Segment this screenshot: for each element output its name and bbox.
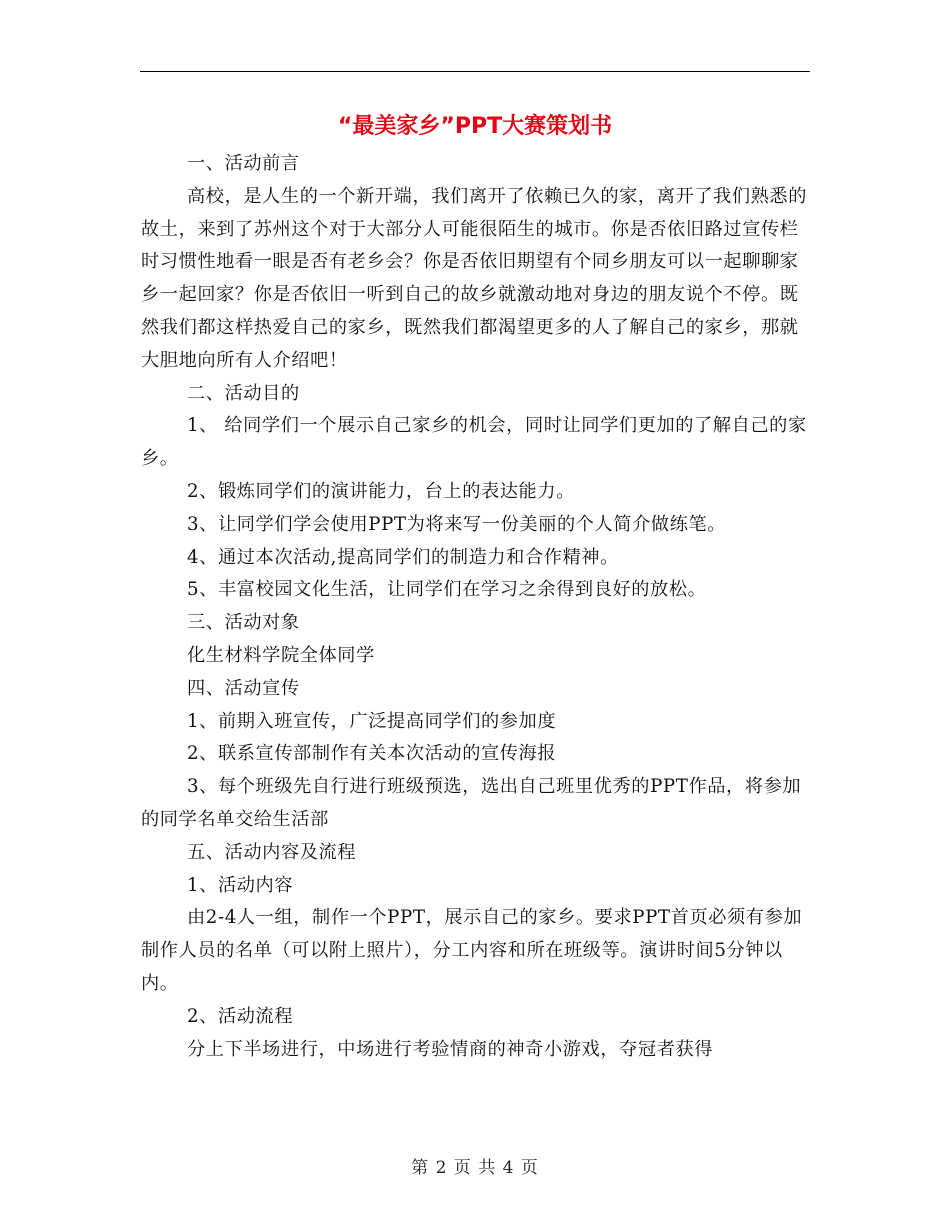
section-heading-purpose: 二、活动目的 [187, 382, 300, 404]
list-item-purpose-3: 3、让同学们学会使用PPT为将来写一份美丽的个人简介做练笔。 [187, 513, 727, 535]
section-heading-preface: 一、活动前言 [187, 153, 300, 174]
list-item-purpose-4: 4、通过本次活动,提高同学们的制造力和合作精神。 [187, 546, 619, 568]
page-number-footer: 第 2 页 共 4 页 [411, 1158, 539, 1178]
list-item-purpose-2: 2、锻炼同学们的演讲能力，台上的表达能力。 [187, 480, 575, 502]
subheading-flow: 2、活动流程 [187, 1005, 294, 1027]
paragraph-flow: 分上下半场进行，中场进行考验情商的神奇小游戏，夺冠者获得 [187, 1038, 714, 1060]
header-rule [140, 71, 810, 72]
list-item-promotion-1: 1、前期入班宣传，广泛提高同学们的参加度 [187, 710, 557, 732]
paragraph-preface: 高校，是人生的一个新开端，我们离开了依赖已久的家，离开了我们熟悉的故土，来到了苏州这个对于大部分人可能很陌生的城市。你是否依旧路过宣传栏时习惯性地看一眼是否有老乡会？你是否依旧期望有个同乡朋友可以一起聊聊家乡一起回家？你是否依旧一听到自己的故乡就激动地对身边的朋友说个不停。既然我们都这样热爱自己的家乡，既然我们都渴望更多的人了解自己的家乡，那就大胆地向所有人介绍吧！ [141, 185, 807, 371]
section-heading-content-flow: 五、活动内容及流程 [187, 841, 357, 863]
section-heading-promotion: 四、活动宣传 [187, 677, 300, 699]
paragraph-content: 由2-4人一组，制作一个PPT，展示自己的家乡。要求PPT首页必须有参加制作人员的名单（可以附上照片），分工内容和所在班级等。演讲时间5分钟以内。 [141, 907, 803, 994]
section-heading-audience: 三、活动对象 [187, 612, 300, 634]
document-body [141, 148, 811, 1066]
list-item-promotion-3: 3、每个班级先自行进行班级预选，选出自己班里优秀的PPT作品，将参加的同学名单交给生活部 [141, 776, 802, 830]
list-item-purpose-5: 5、丰富校园文化生活，让同学们在学习之余得到良好的放松。 [187, 579, 707, 601]
list-item-promotion-2: 2、联系宣传部制作有关本次活动的宣传海报 [187, 743, 557, 765]
paragraph-audience: 化生材料学院全体同学 [187, 644, 375, 666]
list-item-purpose-1: 1、 给同学们一个展示自己家乡的机会，同时让同学们更加的了解自己的家乡。 [141, 415, 807, 470]
subheading-content: 1、活动内容 [187, 874, 294, 896]
document-title: “最美家乡”PPT大赛策划书 [337, 114, 613, 139]
